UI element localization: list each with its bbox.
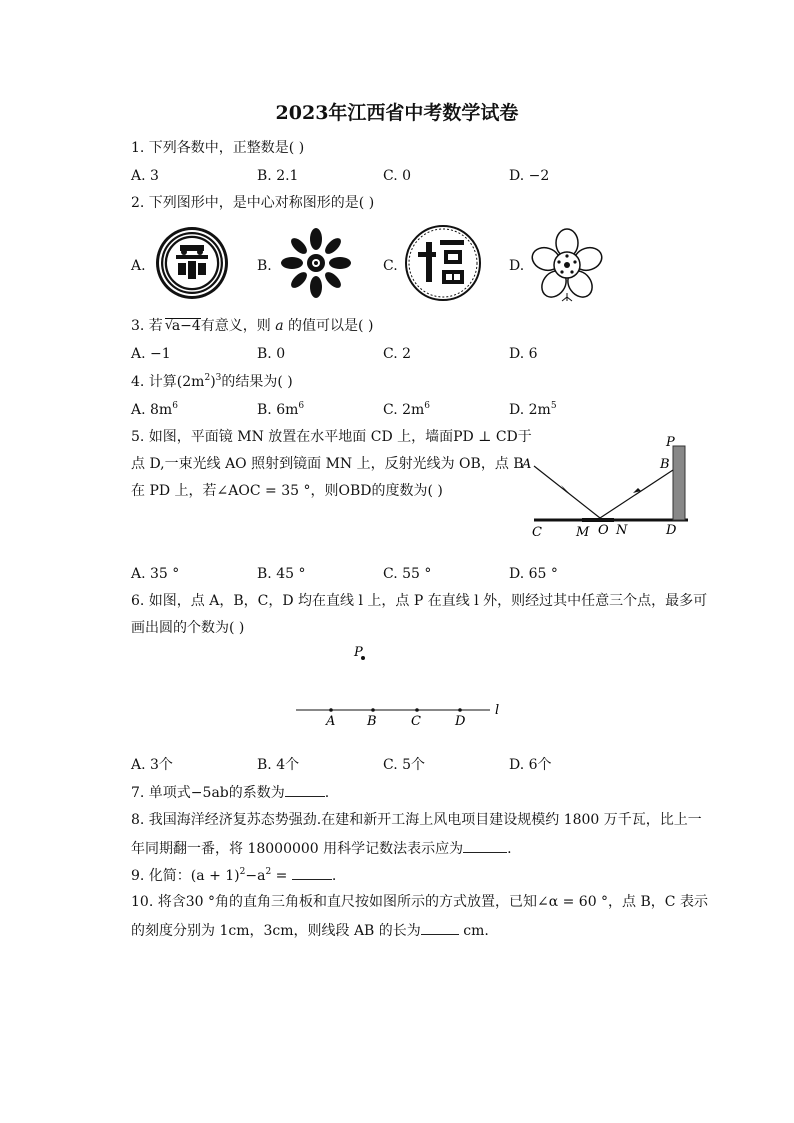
q4-option-c: C. $2m^6$ <box>383 401 431 418</box>
q9-stem: 9. 化简：$(a + 1)^2-a^2$ = . <box>131 867 337 884</box>
q6-point-b <box>371 708 375 712</box>
q8-line-1: 8. 我国海洋经济复苏态势强劲.在建和新开工海上风电项目建设规模约 1800 万千瓦，比上一 <box>131 812 702 828</box>
q6-figure <box>290 642 510 732</box>
q2-figure-b <box>281 228 351 298</box>
q5-label-d: D <box>666 523 677 538</box>
q3-option-a: A. −1 <box>131 346 171 362</box>
q6-label-b: B <box>367 714 377 729</box>
q6-label-c: C <box>411 714 421 729</box>
q2-stem: 2. 下列图形中，是中心对称图形的是( ) <box>131 195 375 211</box>
q5-label-o: O <box>598 523 609 538</box>
q5-option-a: A. 35 ° <box>131 566 180 582</box>
q5-option-b: B. 45 ° <box>257 566 306 582</box>
q4-option-b: B. $6m^6$ <box>257 401 305 418</box>
q4-option-d: D. $2m^5$ <box>509 401 557 418</box>
q6-label-d: D <box>455 714 466 729</box>
page-title: 2023年江西省中考数学试卷 <box>275 102 519 124</box>
q2-option-d: D. <box>509 258 525 274</box>
q8-answer-blank <box>463 838 507 853</box>
q1-option-c: C. 0 <box>383 168 412 184</box>
q3-option-c: C. 2 <box>383 346 412 362</box>
q3-sqrt: √ a−4 <box>164 318 201 334</box>
q6-label-p: P <box>354 645 363 660</box>
q5-label-m: M <box>576 525 590 540</box>
q6-option-a: A. 3个 <box>131 757 173 773</box>
q2-figure-a <box>154 225 230 301</box>
q6-point-c <box>415 708 419 712</box>
q5-option-c: C. 55 ° <box>383 566 432 582</box>
q5-wall <box>673 446 685 520</box>
q6-option-c: C. 5个 <box>383 757 426 773</box>
q2-option-c: C. <box>383 258 398 274</box>
q10-line-1: 10. 将含30 °角的直角三角板和直尺按如图所示的方式放置，已知∠α = 60 °，点 B，C 表示 <box>131 894 708 910</box>
q6-option-d: D. 6个 <box>509 757 552 773</box>
q5-line-2: 点 D,一束光线 AO 照射到镜面 MN 上，反射光线为 OB，点 B <box>131 456 524 472</box>
q5-label-c: C <box>532 525 542 540</box>
q6-label-a: A <box>326 714 336 729</box>
q10-answer-blank <box>421 920 459 935</box>
q2-figure-c <box>404 224 482 302</box>
q6-point-d <box>458 708 462 712</box>
q3-stem: 3. 若 √ a−4有意义，则 a 的值可以是( ) <box>131 318 374 334</box>
q2-option-b: B. <box>257 258 272 274</box>
q4-stem: 4. 计算$(2m^2)^3$的结果为( ) <box>131 373 293 390</box>
q6-label-l: l <box>495 703 500 718</box>
q5-label-a: A <box>522 457 532 472</box>
q7-stem: 7. 单项式−5ab的系数为 . <box>131 782 329 803</box>
q5-label-b: B <box>660 457 670 472</box>
q2-figure-d <box>529 227 605 303</box>
q5-option-d: D. 65 ° <box>509 566 558 582</box>
q10-line-2: 的刻度分别为 1cm，3cm，则线段 AB 的长为 cm. <box>131 920 489 941</box>
q6-line-2: 画出圆的个数为( ) <box>131 620 245 636</box>
q2-option-a: A. <box>131 258 146 274</box>
q5-line-3: 在 PD 上，若∠AOC = 35 °，则OBD的度数为( ) <box>131 483 443 499</box>
q5-figure <box>520 432 700 544</box>
q1-option-b: B. 2.1 <box>257 168 299 184</box>
q4-option-a: A. $8m^6$ <box>131 401 178 418</box>
q5-label-p: P <box>666 435 675 450</box>
q6-point-a <box>329 708 333 712</box>
q6-option-b: B. 4个 <box>257 757 300 773</box>
q1-option-d: D. −2 <box>509 168 550 184</box>
q1-stem: 1. 下列各数中，正整数是( ) <box>131 140 305 156</box>
q3-option-d: D. 6 <box>509 346 538 362</box>
q8-line-2: 年同期翻一番，将 18000000 用科学记数法表示应为 . <box>131 838 512 859</box>
q9-answer-blank <box>292 865 332 880</box>
q6-line-1: 6. 如图，点 A，B，C，D 均在直线 l 上，点 P 在直线 l 外，则经过其中任意三个点，最多可 <box>131 593 708 609</box>
q7-answer-blank <box>285 782 325 797</box>
q5-ray-ob <box>600 470 673 518</box>
q5-line-1: 5. 如图，平面镜 MN 放置在水平地面 CD 上，墙面PD ⊥ CD于 <box>131 429 532 445</box>
q5-label-n: N <box>616 523 628 538</box>
q3-option-b: B. 0 <box>257 346 286 362</box>
q1-option-a: A. 3 <box>131 168 159 184</box>
